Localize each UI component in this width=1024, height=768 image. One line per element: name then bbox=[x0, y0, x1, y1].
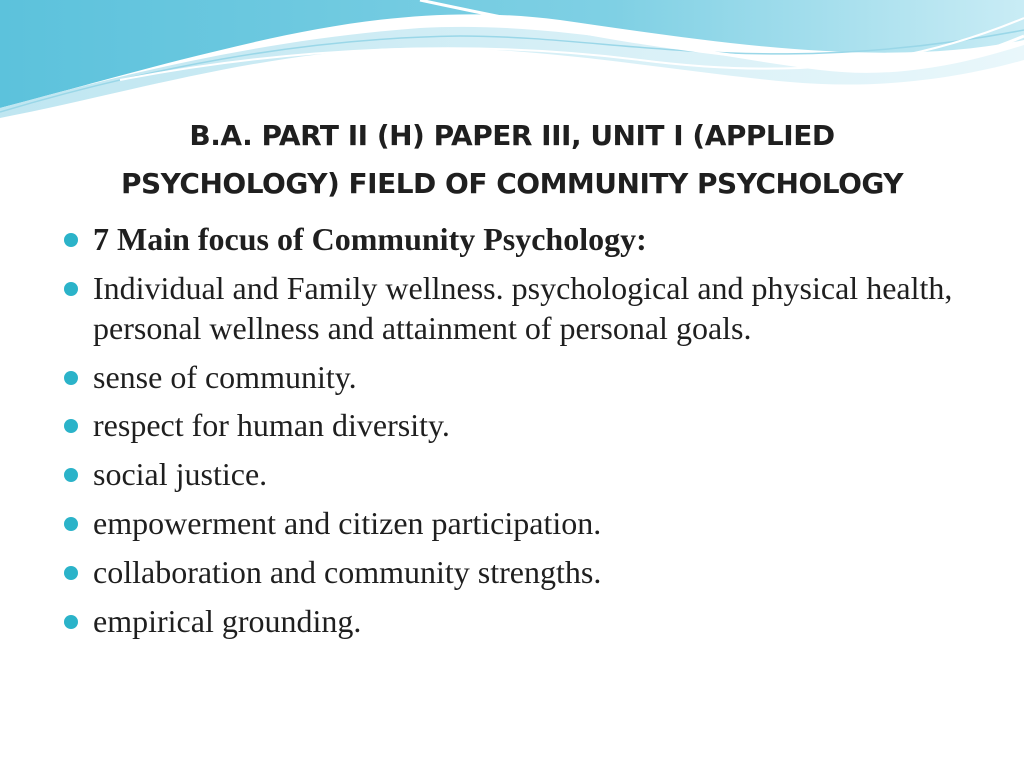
bullet-text: empowerment and citizen participation. bbox=[93, 504, 602, 541]
slide-title-line-1: B.A. PART II (H) PAPER III, UNIT I (APPLIED bbox=[189, 119, 835, 152]
bullet-text: social justice. bbox=[93, 456, 268, 493]
bullet-item bbox=[64, 357, 964, 397]
slide-title-line-2: PSYCHOLOGY) FIELD OF COMMUNITY PSYCHOLOGY bbox=[120, 167, 904, 200]
header-wave-decoration bbox=[0, 0, 1024, 120]
bullet-dot-icon bbox=[64, 233, 78, 247]
bullet-item bbox=[64, 601, 964, 641]
bullet-item bbox=[64, 405, 964, 445]
bullet-text: respect for human diversity. bbox=[93, 407, 450, 444]
bullet-dot-icon bbox=[64, 468, 78, 482]
bullet-text: empirical grounding. bbox=[93, 602, 362, 639]
bullet-item bbox=[64, 268, 964, 348]
bullet-item bbox=[64, 552, 964, 592]
bullet-dot-icon bbox=[64, 371, 78, 385]
bullet-dot-icon bbox=[64, 615, 78, 629]
bullet-dot-icon bbox=[64, 517, 78, 531]
bullet-item bbox=[64, 454, 964, 494]
bullet-item bbox=[64, 219, 964, 259]
bullet-text: sense of community. bbox=[93, 358, 357, 395]
slide-title bbox=[40, 112, 984, 208]
bullet-dot-icon bbox=[64, 282, 78, 296]
bullet-text: collaboration and community strengths. bbox=[93, 553, 602, 590]
bullet-list bbox=[64, 219, 964, 649]
bullet-dot-icon bbox=[64, 566, 78, 580]
wave-top-band bbox=[0, 0, 1024, 108]
bullet-text: 7 Main focus of Community Psychology: bbox=[93, 221, 647, 257]
bullet-text: Individual and Family wellness. psychological and physical health, personal wellness and attainment of personal goals. bbox=[93, 269, 953, 346]
bullet-dot-icon bbox=[64, 419, 78, 433]
bullet-item bbox=[64, 503, 964, 543]
